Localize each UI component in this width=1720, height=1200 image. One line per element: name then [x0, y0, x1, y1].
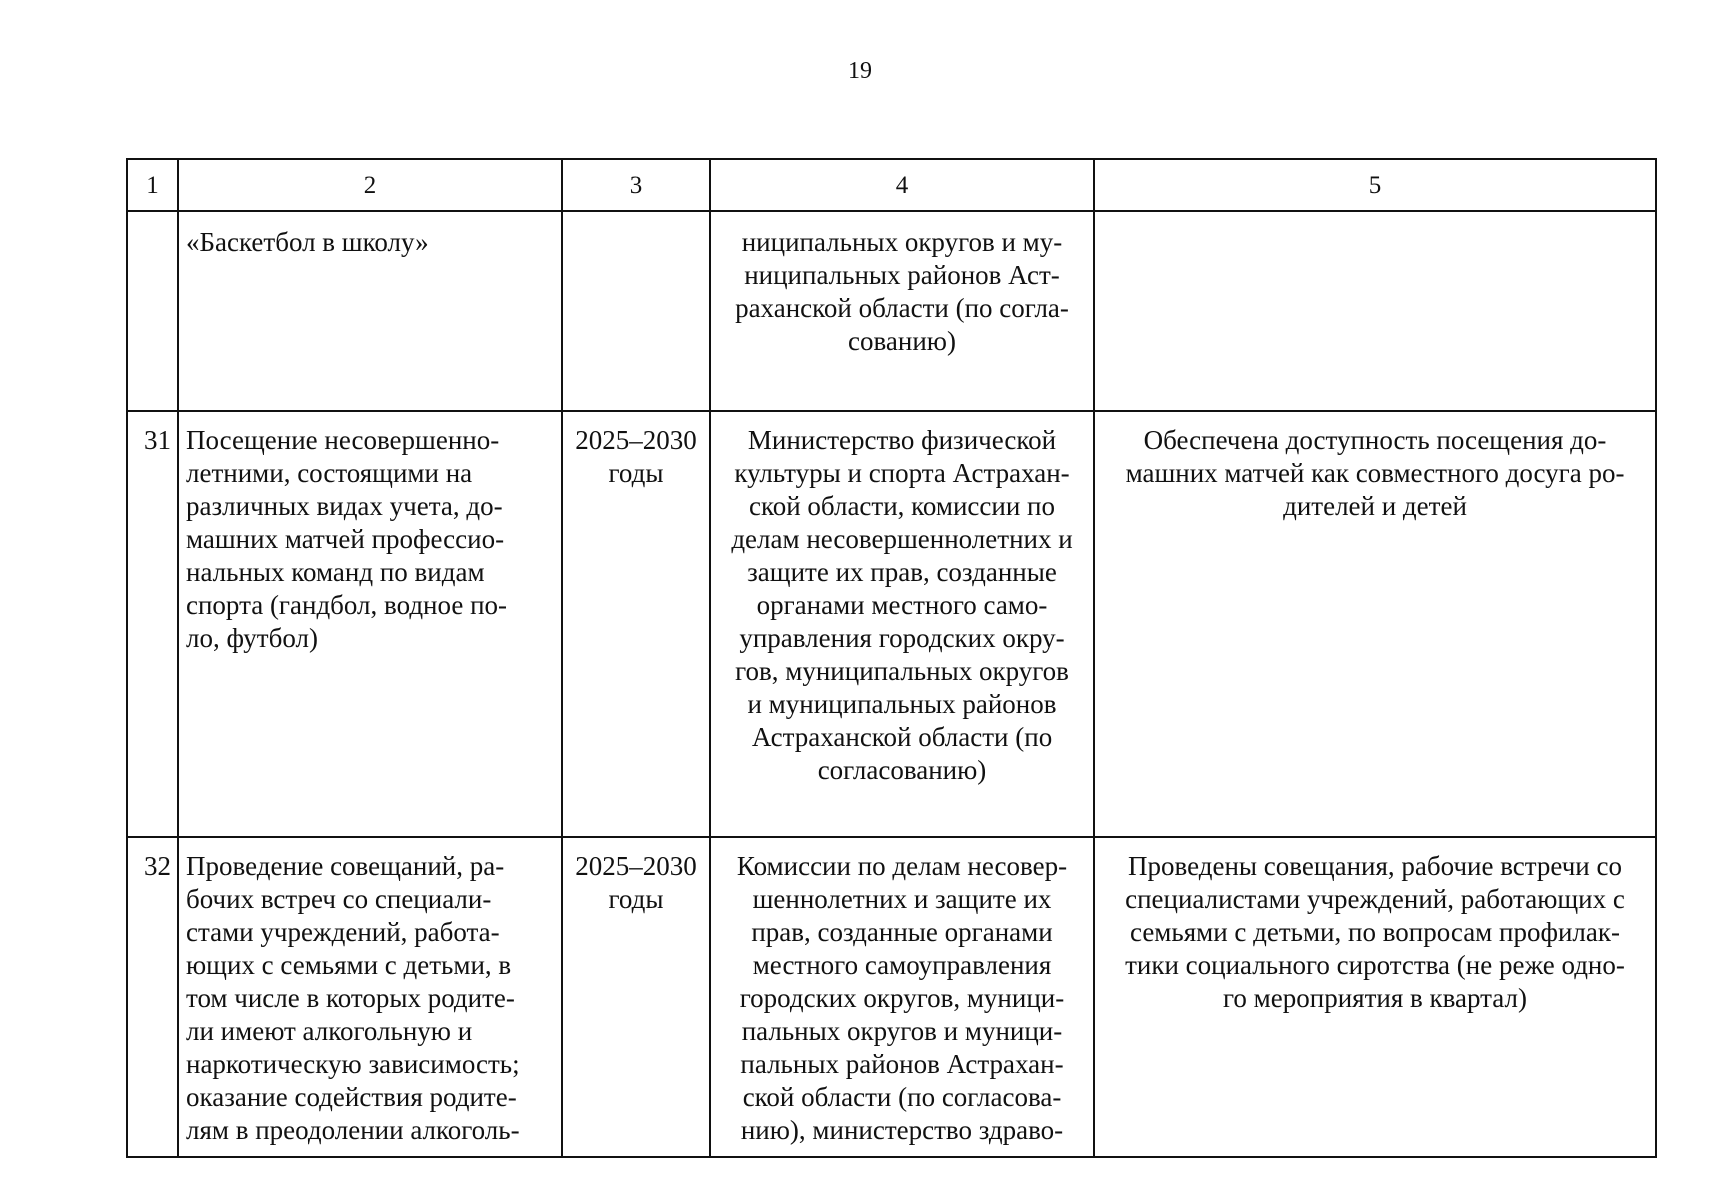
table-row	[127, 211, 1656, 411]
header-col-2: 2	[178, 159, 562, 211]
result-cell: Проведены совещания, рабочие встречи со специалистами учреждений, работающих с семьями с детьми, по вопросам профилак- тики социального сиротства (не реже одно- го мероприятия в квартал)	[1094, 837, 1656, 1157]
executors-cell: Министерство физической культуры и спорта Астрахан- ской области, комиссии по делам несовершеннолетних и защите их прав, созданные органами местного само- управления городских окру- гов, муниципальных округов и муниципальных районов Астраханской области (по согласованию)	[710, 411, 1094, 837]
row-number	[127, 211, 178, 411]
table-row	[127, 411, 1656, 837]
header-col-3: 3	[562, 159, 710, 211]
executors-cell: Комиссии по делам несовер- шеннолетних и защите их прав, созданные органами местного самоуправления городских округов, муници- пальных округов и муници- пальных районов Астрахан- ской области (по согласова- нию), министерство здраво-	[710, 837, 1094, 1157]
header-col-5: 5	[1094, 159, 1656, 211]
executors-cell: ниципальных округов и му- ниципальных районов Аст- раханской области (по согла- сованию)	[710, 211, 1094, 411]
row-number: 31	[127, 411, 178, 837]
header-col-4: 4	[710, 159, 1094, 211]
period-cell: 2025–2030 годы	[562, 411, 710, 837]
result-cell	[1094, 211, 1656, 411]
plan-table	[126, 158, 1657, 1158]
period-cell: 2025–2030 годы	[562, 837, 710, 1157]
event-cell: Проведение совещаний, ра- бочих встреч со специали- стами учреждений, работа- ющих с семьями с детьми, в том числе в которых родите- ли имеют алкогольную и наркотическую зависимость; оказание содействия родите- лям в преодолении алкоголь-	[178, 837, 562, 1157]
table-row	[127, 837, 1656, 1157]
page-number: 19	[848, 58, 872, 84]
event-cell: Посещение несовершенно- летними, состоящими на различных видах учета, до- машних матчей профессио- нальных команд по видам спорта (гандбол, водное по- ло, футбол)	[178, 411, 562, 837]
header-row	[127, 159, 1656, 211]
result-cell: Обеспечена доступность посещения до- машних матчей как совместного досуга ро- дителей и детей	[1094, 411, 1656, 837]
period-cell	[562, 211, 710, 411]
row-number: 32	[127, 837, 178, 1157]
header-col-1: 1	[127, 159, 178, 211]
event-cell: «Баскетбол в школу»	[178, 211, 562, 411]
